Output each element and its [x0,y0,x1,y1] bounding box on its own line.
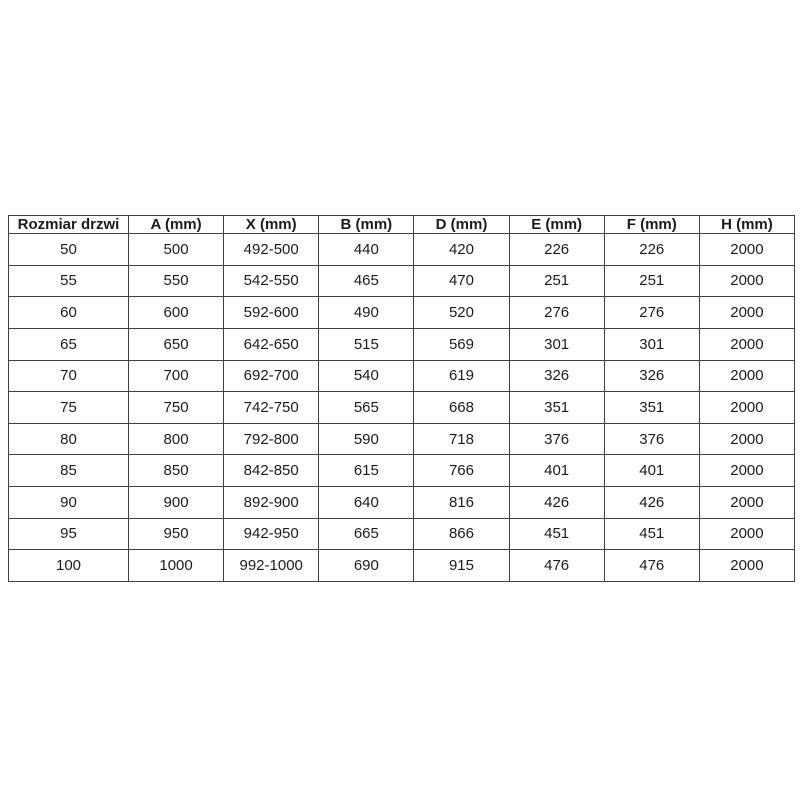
table-cell: 816 [414,487,509,519]
table-cell: 376 [604,423,699,455]
table-cell: 2000 [699,423,794,455]
table-cell: 75 [9,392,129,424]
table-cell: 950 [129,518,224,550]
table-cell: 900 [129,487,224,519]
table-cell: 251 [604,265,699,297]
table-cell: 226 [509,234,604,266]
table-cell: 1000 [129,550,224,582]
table-cell: 376 [509,423,604,455]
table-cell: 226 [604,234,699,266]
table-cell: 301 [604,328,699,360]
table-cell: 60 [9,297,129,329]
table-cell: 592-600 [224,297,319,329]
table-cell: 301 [509,328,604,360]
table-cell: 470 [414,265,509,297]
table-cell: 276 [509,297,604,329]
table-cell: 692-700 [224,360,319,392]
table-row [9,550,795,582]
table-cell: 700 [129,360,224,392]
table-cell: 619 [414,360,509,392]
table-cell: 85 [9,455,129,487]
table-cell: 800 [129,423,224,455]
table-cell: 866 [414,518,509,550]
table-cell: 351 [604,392,699,424]
table-cell: 942-950 [224,518,319,550]
table-cell: 2000 [699,328,794,360]
table-cell: 420 [414,234,509,266]
table-cell: 65 [9,328,129,360]
table-cell: 351 [509,392,604,424]
table-cell: 251 [509,265,604,297]
table-row [9,297,795,329]
table-cell: 465 [319,265,414,297]
table-cell: 451 [509,518,604,550]
table-row [9,455,795,487]
table-cell: 542-550 [224,265,319,297]
table-header-row [9,216,795,234]
table-cell: 500 [129,234,224,266]
table-row [9,360,795,392]
table-row [9,487,795,519]
table-cell: 590 [319,423,414,455]
table-cell: 2000 [699,392,794,424]
table-cell: 892-900 [224,487,319,519]
table-cell: 850 [129,455,224,487]
table-cell: 451 [604,518,699,550]
table-cell: 55 [9,265,129,297]
table-cell: 90 [9,487,129,519]
table-cell: 426 [509,487,604,519]
table-cell: 642-650 [224,328,319,360]
table-cell: 476 [604,550,699,582]
table-row [9,234,795,266]
table-cell: 742-750 [224,392,319,424]
table-row [9,265,795,297]
column-header: X (mm) [224,216,319,234]
table-cell: 992-1000 [224,550,319,582]
table-cell: 326 [604,360,699,392]
table-row [9,392,795,424]
table-cell: 100 [9,550,129,582]
table-cell: 2000 [699,234,794,266]
table-cell: 550 [129,265,224,297]
table-cell: 690 [319,550,414,582]
column-header: D (mm) [414,216,509,234]
table-cell: 540 [319,360,414,392]
table-cell: 95 [9,518,129,550]
table-cell: 668 [414,392,509,424]
table-cell: 2000 [699,550,794,582]
table-cell: 2000 [699,487,794,519]
table-cell: 276 [604,297,699,329]
table-cell: 326 [509,360,604,392]
table-cell: 565 [319,392,414,424]
table-row [9,518,795,550]
table-cell: 665 [319,518,414,550]
table-cell: 80 [9,423,129,455]
table-body [9,234,795,582]
table-cell: 476 [509,550,604,582]
table-cell: 70 [9,360,129,392]
table-cell: 2000 [699,360,794,392]
column-header: B (mm) [319,216,414,234]
table-cell: 2000 [699,265,794,297]
table-cell: 766 [414,455,509,487]
column-header: F (mm) [604,216,699,234]
column-header: H (mm) [699,216,794,234]
column-header: A (mm) [129,216,224,234]
table-cell: 490 [319,297,414,329]
table-cell: 569 [414,328,509,360]
table-cell: 440 [319,234,414,266]
table-cell: 792-800 [224,423,319,455]
table-cell: 842-850 [224,455,319,487]
table-cell: 915 [414,550,509,582]
table-cell: 650 [129,328,224,360]
table-cell: 2000 [699,455,794,487]
table-cell: 401 [509,455,604,487]
column-header: Rozmiar drzwi [9,216,129,234]
table-cell: 640 [319,487,414,519]
table-cell: 2000 [699,518,794,550]
table-row [9,328,795,360]
table-row [9,423,795,455]
table-cell: 401 [604,455,699,487]
table-cell: 426 [604,487,699,519]
door-dimensions-table [8,215,795,582]
table-cell: 600 [129,297,224,329]
table-cell: 750 [129,392,224,424]
table-cell: 520 [414,297,509,329]
column-header: E (mm) [509,216,604,234]
table-cell: 515 [319,328,414,360]
table-cell: 492-500 [224,234,319,266]
table-cell: 615 [319,455,414,487]
table-cell: 2000 [699,297,794,329]
table-cell: 50 [9,234,129,266]
table-cell: 718 [414,423,509,455]
